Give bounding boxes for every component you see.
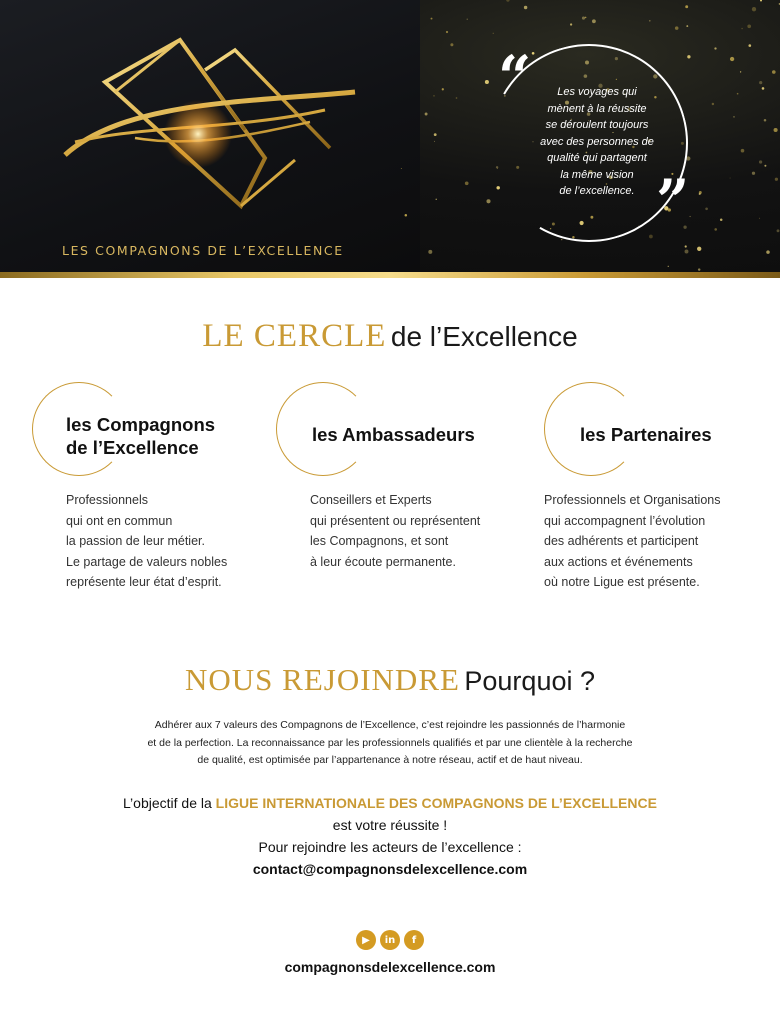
pillar-text-line: Professionnels et Organisations [544,493,721,507]
pillar-title-line: de l’Excellence [66,437,199,458]
pillar-text-line: Conseillers et Experts [310,493,432,507]
contact-email-link[interactable]: contact@compagnonsdelexcellence.com [252,861,528,877]
rejoindre-intro [0,717,780,770]
quote-line: Les voyages qui [557,86,637,98]
intro-line: de qualité, est optimisée par l’appartenance à notre réseau, actif et de haut niveau. [197,754,583,766]
social-links [0,930,780,950]
pillar-text [66,490,227,593]
hero-banner [0,0,780,272]
linkedin-icon[interactable]: in [380,930,400,950]
pillar-text-line: qui ont en commun [66,513,173,528]
quote-open-icon: “ [498,43,532,111]
pillar-text-line: qui présentent ou représentent [310,513,481,528]
pillar-text-line: aux actions et événements [544,554,693,569]
intro-line: Adhérer aux 7 valeurs des Compagnons de l’Excellence, c’est rejoindre les passionnés de l’harmonie [154,719,626,731]
pillar-text-line: des adhérents et participent [544,534,699,548]
pillar-title-line: les Compagnons [66,414,216,435]
pillar-text-line: la passion de leur métier. [66,534,205,548]
pillar-title-line: les Ambassadeurs [312,424,475,445]
hero-quote [522,84,672,200]
pillar-title [580,423,712,446]
mountain-logo-icon [55,30,365,220]
website-link[interactable]: compagnonsdelexcellence.com [284,959,496,975]
pillar-text-line: Le partage de valeurs nobles [66,554,228,569]
pillar-title [312,423,475,446]
objective-prefix: L’objectif de la [123,795,212,811]
rejoindre-title-rest: Pourquoi ? [464,666,595,696]
cercle-title-rest: de l’Excellence [390,321,578,352]
quote-line: qualité qui partagent [547,152,647,164]
pillar-text [544,490,720,593]
cercle-title-gold: LE CERCLE [202,318,387,354]
cercle-title [0,318,780,355]
pillar-text-line: Professionnels [66,493,148,507]
pillar-title-line: les Partenaires [580,424,712,445]
pillar-text [310,490,480,572]
quote-line: mènent à la réussite [547,102,647,115]
pillar-text-line: qui accompagnent l’évolution [544,513,706,528]
objective-line-1 [0,792,780,814]
objective-line-3: Pour rejoindre les acteurs de l’excellence : [258,839,522,855]
quote-line: se déroulent toujours [545,119,649,131]
intro-line: et de la perfection. La reconnaissance par les professionnels qualifiés et par une clientèle à la recherche [147,736,633,749]
brand-name: LES COMPAGNONS DE L’EXCELLENCE [62,243,344,258]
facebook-icon[interactable]: f [404,930,424,950]
rejoindre-title-gold: NOUS REJOINDRE [185,662,460,697]
pillar-text-line: représente leur état d’esprit. [66,575,222,589]
pillar-text-line: où notre Ligue est présente. [544,575,700,589]
rejoindre-title [0,662,780,698]
youtube-icon[interactable]: ▶ [356,930,376,950]
pillar-text-line: les Compagnons, et sont [310,534,449,548]
pillar-text-line: à leur écoute permanente. [310,554,456,569]
quote-line: la même vision [560,168,634,181]
quote-line: avec des personnes de [540,135,654,148]
pillar-title [66,413,215,459]
objective-org: LIGUE INTERNATIONALE DES COMPAGNONS DE L’EXCELLENCE [215,795,657,811]
quote-close-icon: ” [656,167,690,235]
objective-line-2: est votre réussite ! [332,817,448,833]
objective-block [0,792,780,880]
quote-line: de l’excellence. [559,185,635,197]
gold-divider [0,272,780,278]
